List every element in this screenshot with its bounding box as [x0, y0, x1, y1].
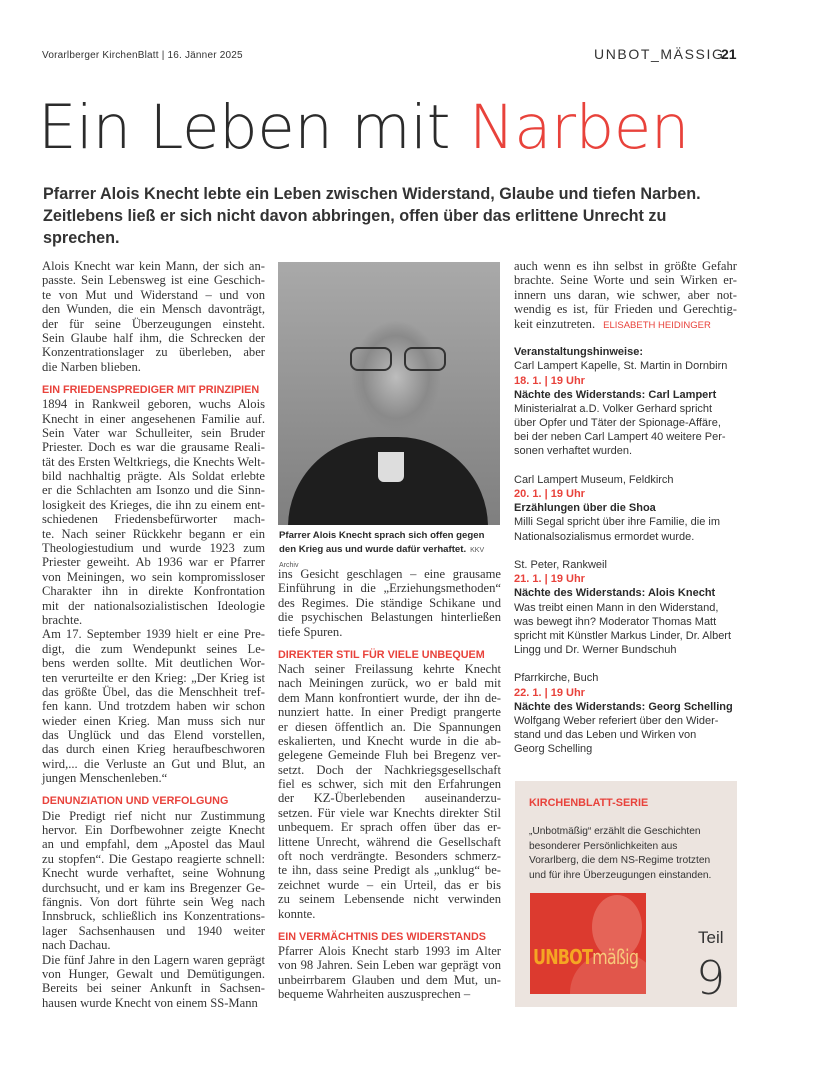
text-line: [278, 596, 501, 610]
spacer: [514, 657, 737, 671]
line-text: keit einzutreten.: [514, 316, 596, 331]
text-line: [278, 878, 501, 892]
text-line: [514, 259, 737, 273]
line-text: er die Schlachten am Isonzo und die Sinn-: [42, 483, 265, 498]
text-line: [42, 938, 265, 952]
spacer: [42, 786, 265, 795]
text-line: [42, 345, 265, 359]
line-text: der KZ-Überlebenden auseinanderzu-: [278, 791, 501, 806]
spacer: [514, 544, 737, 558]
line-text: die Narben blieben.: [42, 359, 141, 374]
paragraph: [42, 953, 265, 1011]
logo-text-thin: mäßig: [592, 945, 639, 969]
text-line: [42, 613, 265, 627]
title-part-1: Ein Leben mit: [38, 92, 469, 163]
event-place: Carl Lampert Kapelle, St. Martin in Dornbirn: [514, 360, 728, 373]
line-text: der für seine Überzeugungen einsteht.: [42, 316, 265, 331]
event-description-line: Nationalsozialismus ermordet wurde.: [514, 530, 695, 543]
text-line: [42, 570, 265, 584]
event-date: 20. 1. | 19 Uhr: [514, 488, 585, 501]
section-heading: DENUNZIATION UND VERFOLGUNG: [42, 795, 229, 808]
text-line: [42, 757, 265, 771]
line-text: 1894 in Rankweil geboren, wuchs Alois: [42, 397, 265, 412]
event-description-line: Wolfgang Weber referiert über den Wider-: [514, 715, 719, 728]
paragraph: [42, 627, 265, 785]
text-line: [42, 426, 265, 440]
line-text: te ihn, dass seine Predigt als „unklug“ be-: [278, 863, 501, 878]
text-line: [278, 973, 501, 987]
text-line: [42, 881, 265, 895]
unbotmaessig-logo: [530, 893, 646, 994]
text-line: [42, 714, 265, 728]
line-text: oft noch verdrängte. Besonders schmerz-: [278, 849, 501, 864]
event-description-line: bei der neben Carl Lampert 40 weitere Per-: [514, 431, 726, 444]
line-text: auch wenn es ihn selbst in größte Gefahr: [514, 259, 737, 273]
line-text: brachte. Seine Worte und sein Wirken er-: [514, 273, 737, 288]
event-item: [514, 473, 737, 544]
event-date: 18. 1. | 19 Uhr: [514, 374, 585, 387]
paragraph: [42, 809, 265, 953]
caption-text: Pfarrer Alois Knecht sprach sich offen gegen den Krieg aus und wurde dafür verhaftet.: [279, 530, 485, 555]
event-title: Nächte des Widerstands: Georg Schelling: [514, 700, 733, 713]
text-line: [42, 397, 265, 411]
text-line: [278, 567, 501, 581]
line-text: setzen. Für viele war Knechts direkter Stil: [278, 805, 501, 820]
text-line: [278, 791, 501, 805]
text-line: [278, 987, 501, 1001]
text-line: [42, 953, 265, 967]
line-text: tät des Ersten Weltkriegs, die Knechts Welt-: [42, 454, 265, 469]
section-name: UNBOT_MÄSSIG: [594, 46, 725, 62]
photo-figure-glasses: [350, 347, 450, 373]
line-text: Priester. Doch es war die grausame Reali-: [42, 440, 265, 455]
page-number: 21: [721, 46, 737, 62]
text-line: [42, 981, 265, 995]
line-text: setzt. Doch der Nachkriegsgesellschaft: [278, 762, 501, 777]
text-line: [42, 656, 265, 670]
text-line: [42, 440, 265, 454]
event-description-line: Ministerialrat a.D. Volker Gerhard spricht: [514, 402, 713, 415]
text-line: [42, 837, 265, 851]
line-text: Pfarrer Alois Knecht starb 1993 im Alter: [278, 943, 501, 958]
line-text: innern uns daran, wie schwer, aber not-: [514, 287, 737, 302]
line-text: ten verurteilte er den Krieg: „Der Krieg ist: [42, 670, 265, 685]
line-text: ins Gesicht geschlagen – eine grausame: [278, 567, 501, 581]
event-date: 21. 1. | 19 Uhr: [514, 573, 585, 586]
text-line: [42, 924, 265, 938]
event-item: [514, 558, 737, 657]
line-text: nach Meiningen zurück, wo er bald mit: [278, 676, 501, 691]
text-line: [42, 469, 265, 483]
text-line: [42, 967, 265, 981]
line-text: unbeirrbarem Glauben und dem Mut, un-: [278, 972, 501, 987]
text-line: [514, 317, 737, 331]
text-line: [42, 895, 265, 909]
text-line: [42, 455, 265, 469]
paragraph: [42, 259, 265, 374]
part-number: 9: [696, 951, 726, 1005]
event-date: 22. 1. | 19 Uhr: [514, 686, 585, 699]
column-2: [278, 567, 501, 1002]
event-description-line: über Opfer und Täter der Spionage-Affäre,: [514, 417, 721, 430]
line-text: schiedenen Friedensbefürworter mach-: [42, 512, 265, 527]
line-text: nunziert hatte. In einer Predigt prangerte: [278, 705, 501, 720]
paragraph: [278, 567, 501, 639]
event-item: [514, 359, 737, 458]
line-text: von Hunger, Gewalt und Demütigungen.: [42, 966, 265, 981]
event-description-line: Georg Schelling: [514, 743, 593, 756]
line-text: fen kann. Und trotzdem haben wir schon: [42, 699, 265, 714]
line-text: wieder einen Krieg. Man muss sich nur: [42, 713, 265, 728]
line-text: Die fünf Jahre in den Lagern waren geprägt: [42, 952, 265, 967]
text-line: [42, 555, 265, 569]
text-line: [42, 483, 265, 497]
line-text: wendig es ist, für Frieden und Gerechtig-: [514, 302, 737, 317]
line-text: passte. Sein Lebensweg ist eine Geschich-: [42, 273, 265, 288]
line-text: te von Mut und Widerstand – und von: [42, 287, 265, 302]
text-line: [42, 360, 265, 374]
line-text: Priester geweiht. Ab 1936 war er Pfarrer: [42, 555, 265, 570]
text-line: [278, 734, 501, 748]
line-text: gelegene Gemeinde Fluh bei Bregenz ver-: [278, 748, 501, 763]
line-text: dem Mann konfrontiert wurde, der ihn de-: [278, 690, 501, 705]
text-line: [278, 662, 501, 676]
line-text: te. Nach seiner Rückkehr begann er ein: [42, 526, 265, 541]
text-line: [278, 958, 501, 972]
line-text: des Regimes. Die ständige Schikane und: [278, 595, 501, 610]
text-line: [278, 748, 501, 762]
text-line: [42, 823, 265, 837]
line-text: Sein Glaube half ihm, die Schrecken der: [42, 330, 265, 345]
line-text: das größte Übel, das die Menschheit tref-: [42, 684, 265, 699]
line-text: digt, die zum Wendepunkt seines Le-: [42, 641, 265, 656]
line-text: nach Dachau.: [42, 938, 111, 953]
text-line: [278, 863, 501, 877]
event-title: Nächte des Widerstands: Carl Lampert: [514, 388, 717, 401]
line-text: bild nachhaltig prägte. Als Soldat erlebte: [42, 469, 265, 484]
event-description-line: spricht mit Künstler Markus Linder, Dr. Albert: [514, 629, 732, 642]
line-text: Knecht wurde verhaftet, seine Wohnung: [42, 866, 265, 881]
line-text: Knecht in einer angesehenen Familie auf.: [42, 411, 265, 426]
text-line: [278, 705, 501, 719]
text-line: [42, 412, 265, 426]
line-text: Nach seiner Freilassung kehrte Knecht: [278, 661, 501, 676]
line-text: zu stopfen“. Die Gestapo reagierte schnell:: [42, 851, 265, 866]
section-heading: EIN FRIEDENSPREDIGER MIT PRINZIPIEN: [42, 383, 260, 396]
line-text: Innsbruck, schließlich ins Konzentrations-: [42, 909, 265, 924]
line-text: Einführung in die „Erziehungsmethoden“: [278, 581, 501, 596]
text-line: [514, 288, 737, 302]
line-text: hervor. Ein Dorfbewohner zeigte Knecht: [42, 823, 265, 838]
event-description-line: sonen verhaftet wurden.: [514, 445, 633, 458]
text-line: [42, 599, 265, 613]
text-line: [42, 527, 265, 541]
publication-header: Vorarlberger KirchenBlatt | 16. Jänner 2025: [42, 50, 243, 61]
event-description-line: Milli Segal spricht über ihre Familie, die im: [514, 516, 721, 529]
article-title: [38, 92, 689, 163]
line-text: Konzentrationslager zu überleben, aber: [42, 345, 265, 360]
paragraph: [278, 944, 501, 1002]
paragraph: [514, 259, 737, 331]
line-text: littene Unrecht, während die Gesellschaft: [278, 834, 501, 849]
line-text: lager Sachsenhausen und 1940 weiter: [42, 923, 265, 938]
line-text: von Meiningen, wo sein kompromissloser: [42, 569, 265, 584]
text-line: [42, 317, 265, 331]
line-text: mit der nationalsozialistischen Ideologie: [42, 598, 265, 613]
event-title: Erzählungen über die Shoa: [514, 502, 656, 515]
text-line: [278, 720, 501, 734]
column-1: [42, 259, 265, 1010]
line-text: jungen Menschenleben.“: [42, 771, 168, 786]
line-text: wird,... die Verluste an Gut und Blut, an: [42, 756, 265, 771]
text-line: [42, 498, 265, 512]
text-line: [278, 581, 501, 595]
line-text: hausen wurde Knecht von einem SS-Mann: [42, 995, 258, 1010]
photo-credit: KKV Archiv: [279, 547, 485, 569]
line-text: fängnis. Von dort führte sein Weg nach: [42, 894, 265, 909]
line-text: das durch einen Krieg heraufbeschworen: [42, 742, 265, 757]
text-line: [278, 820, 501, 834]
text-line: [42, 866, 265, 880]
portrait-photo: [278, 262, 500, 525]
text-line: [42, 728, 265, 742]
author-name: ELISABETH HEIDINGER: [603, 319, 711, 331]
text-line: [278, 944, 501, 958]
text-line: [278, 777, 501, 791]
logo-text-bold: UNBOT: [533, 945, 593, 969]
part-label: Teil: [698, 928, 724, 947]
line-text: unbequem. Er sprach offen über das er-: [278, 820, 501, 835]
text-line: [42, 771, 265, 785]
text-line: [42, 512, 265, 526]
line-text: konnte.: [278, 906, 316, 921]
text-line: [278, 892, 501, 906]
text-line: [42, 302, 265, 316]
text-line: [42, 273, 265, 287]
spacer: [42, 374, 265, 383]
text-line: [42, 685, 265, 699]
text-line: [42, 996, 265, 1010]
line-text: er diesen öffentlich an. Die Spannungen: [278, 719, 501, 734]
line-text: fiel es schwer, sich mit den Erfahrungen: [278, 777, 501, 792]
line-text: Am 17. September 1939 hielt er eine Pre-: [42, 627, 265, 642]
line-text: das Unglück und das Elend vorstellen,: [42, 728, 265, 743]
line-text: Bereits bei seiner Ankunft in Sachsen-: [42, 981, 265, 996]
events-heading: Veranstaltungshinweise:: [514, 346, 643, 359]
line-text: die psychischen Belastungen hinterließen: [278, 610, 501, 625]
event-place: Carl Lampert Museum, Feldkirch: [514, 473, 674, 486]
text-line: [278, 763, 501, 777]
column-3: [514, 259, 737, 757]
line-text: Theologiestudium und wurde 1923 zum: [42, 541, 265, 556]
line-text: den Wunden, die ein Mensch davonträgt,: [42, 302, 265, 317]
text-line: [42, 259, 265, 273]
paragraph: [42, 397, 265, 627]
text-line: [514, 302, 737, 316]
text-line: [278, 835, 501, 849]
series-box: [515, 781, 737, 1007]
line-text: Charakter ihn in direkte Konfrontation: [42, 584, 265, 599]
line-text: Die Predigt rief nicht nur Zustimmung: [42, 808, 265, 823]
photo-figure-collar: [378, 452, 404, 482]
text-line: [42, 331, 265, 345]
text-line: [278, 625, 501, 639]
line-text: tiefe Spuren.: [278, 624, 343, 639]
event-place: St. Peter, Rankweil: [514, 558, 607, 571]
line-text: bequeme Wahrheiten auszusprechen –: [278, 987, 471, 1002]
series-title: KIRCHENBLATT-SERIE: [529, 797, 649, 809]
text-line: [42, 627, 265, 641]
event-description-line: was bewegt ihn? Moderator Thomas Matt: [514, 615, 717, 628]
line-text: von 98 Jahren. Sein Leben war geprägt von: [278, 958, 501, 973]
line-text: zu seinem Lebensende nicht verwinden: [278, 892, 501, 907]
text-line: [278, 610, 501, 624]
event-item: [514, 671, 737, 756]
section-heading: DIREKTER STIL FÜR VIELE UNBEQUEM: [278, 648, 485, 661]
spacer: [278, 921, 501, 930]
text-line: [278, 907, 501, 921]
line-text: an und empfahl, dem „Apostel das Maul: [42, 837, 265, 852]
text-line: [42, 671, 265, 685]
event-description-line: stand und das Leben und Wirken von: [514, 729, 697, 742]
event-description-line: Lingg und Dr. Werner Bundschuh: [514, 644, 677, 657]
text-line: [278, 849, 501, 863]
line-text: Alois Knecht war kein Mann, der sich an-: [42, 259, 265, 273]
text-line: [42, 909, 265, 923]
line-text: durchsucht, und er kam ins Bregenzer Ge-: [42, 880, 265, 895]
line-text: brachte.: [42, 612, 83, 627]
text-line: [42, 288, 265, 302]
event-title: Nächte des Widerstands: Alois Knecht: [514, 587, 716, 600]
text-line: [42, 742, 265, 756]
title-part-2: Narben: [468, 92, 689, 163]
text-line: [278, 691, 501, 705]
line-text: bens werden sollte. Mit deutlichen Wor-: [42, 656, 265, 671]
text-line: [278, 676, 501, 690]
text-line: [42, 642, 265, 656]
column-3-text: [514, 259, 737, 331]
event-description-line: Was treibt einen Mann in den Widerstand,: [514, 601, 719, 614]
spacer: [514, 459, 737, 473]
event-place: Pfarrkirche, Buch: [514, 672, 599, 685]
line-text: Sein Vater war Schulleiter, sein Bruder: [42, 425, 265, 440]
text-line: [42, 541, 265, 555]
text-line: [42, 809, 265, 823]
series-description: „Unbotmäßig“ erzählt die Geschichten besonderer Persönlichkeiten aus Vorarlberg, die dem NS-Regime trotzten und für ihre Überzeugungen einstanden.: [529, 826, 712, 881]
line-text: zeichnet wurde – ein Urteil, das er bis: [278, 877, 501, 892]
text-line: [278, 806, 501, 820]
text-line: [514, 273, 737, 287]
event-list: [514, 345, 737, 756]
line-text: eskalierten, und Knecht wurde in die ab-: [278, 733, 501, 748]
text-line: [42, 584, 265, 598]
spacer: [278, 639, 501, 648]
section-heading: EIN VERMÄCHTNIS DES WIDERSTANDS: [278, 930, 486, 943]
text-line: [42, 852, 265, 866]
article-lead: Pfarrer Alois Knecht lebte ein Leben zwischen Widerstand, Glaube und tiefen Narben. Zeitlebens ließ er sich nicht davon abbringen, offen über das erlittene Unrecht zu sprechen.: [43, 185, 701, 247]
paragraph: [278, 662, 501, 921]
line-text: losigkeit des Krieges, die ihn zu einem ent-: [42, 497, 265, 512]
text-line: [42, 699, 265, 713]
